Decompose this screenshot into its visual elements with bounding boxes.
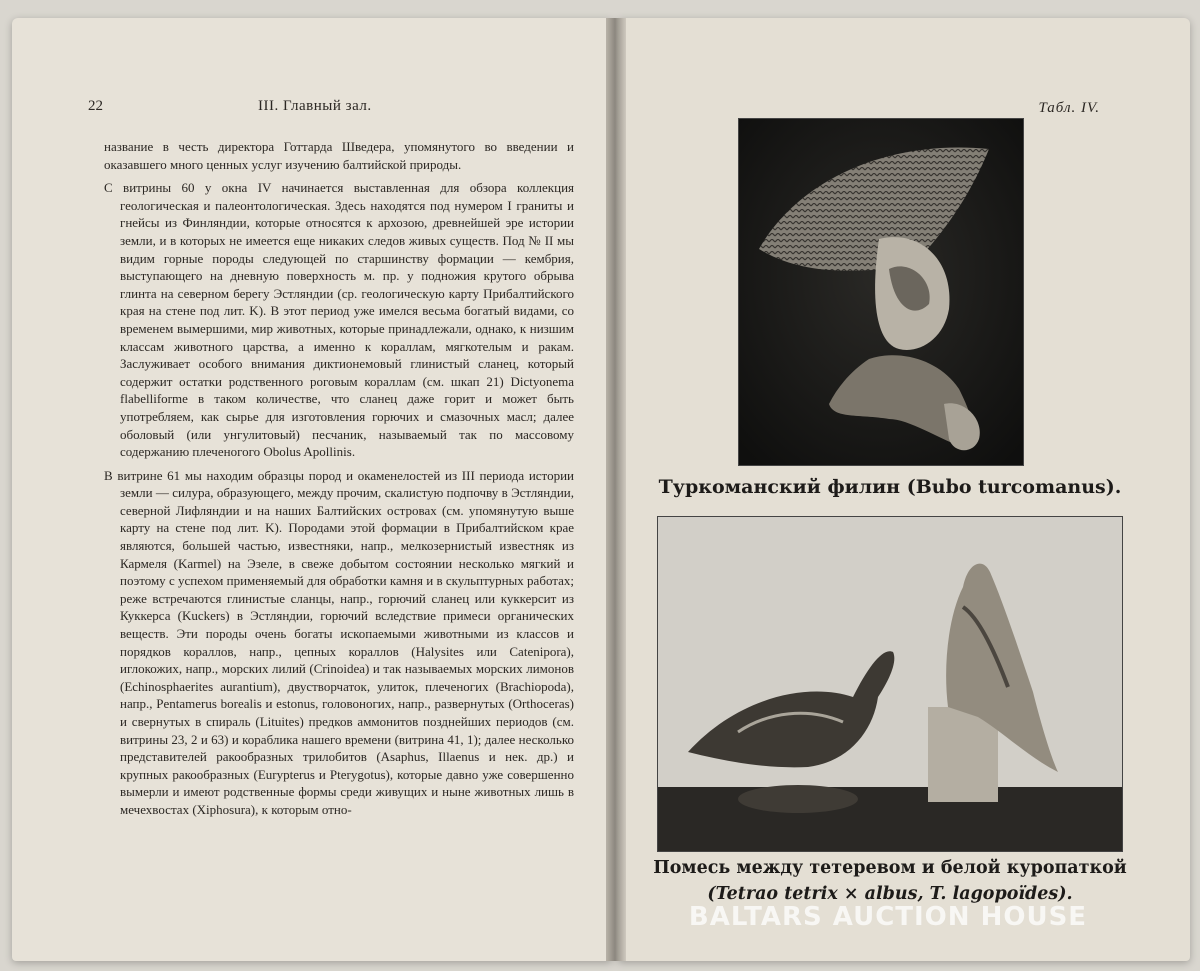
caption-owl: Туркоманский филин (Bubo turcomanus).: [658, 476, 1122, 498]
paragraph-2: С витрины 60 у окна IV начинается выставленная для обзора коллекция геологическая и палеонтологическая. Здесь находятся под нумером I граниты и гнейсы из Финляндии, которые относятся к архозою, древнейшей эре истории земли, и в которых не имеется еще никаких следов живых существ. Под № II мы видим горные породы следующей по старшинству формации — кембрия, выступающего на дневную поверхность м. пр. у подножия крутого обрыва глинта на северном берегу Эстляндии (ср. геологическую карту Прибалтийского края на стене под лит. K). В этот период уже имелся весьма богатый видами, со временем вымершими, мир животных, которые принадлежали, однако, к низшим классам животного царства, а именно к кораллам, мягкотелым и ракам. Заслуживает особого внимания диктионемовый глинистый сланец, который содержит остатки родственного роговым кораллам (см. шкап 21) Dictyonema flabelliforme в таком количестве, что сланец даже горит и может быть употребляем, как сырье для изготовления горючих и смазочных масл; далее оболовый (или унгулитовый) песчаник, называемый так по массовому содержанию плеченогого Obolus Apollinis.: [104, 180, 574, 460]
running-title: III. Главный зал.: [258, 98, 372, 114]
paragraph-3: В витрине 61 мы находим образцы пород и окаменелостей из III периода истории земли — силура, образующего, между прочим, скалистую подпочву в Эстляндии, северной Лифляндии и на наших Балтийских островах (см. упомянутую выше карту на стене под лит. K). Породами этой формации в Прибалтийском крае являются, большей частью, известняки, напр., мелкозернистый известняк из Кармеля (Karmel) на Эзеле, в свеже добытом состоянии несколько мягкий и поэтому с успехом применяемый для обработки камня и в скульптурных работах; реже встречаются глинистые сланцы, напр., горючий сланец или куккерсит из Куккерса (Kuckers) в Эстляндии, горючий вследствие примеси органических веществ. Эти породы очень богаты ископаемыми животными из классов и порядков кораллов, напр., цепных кораллов (Halysites или Catenipora), иглокожих, напр., морских лилий (Crinoidea) и так называемых морских лимонов (Echinosphaerites aurantium), двустворчаток, улиток, плеченогих (Brachiopoda), напр., Pentamerus borealis и estonus, головоногих, напр., развернутых (Orthoceras) и свернутых в спираль (Lituites) предков аммонитов позднейших периодов (см. витрины 23, 2 и 63) и кораблика нашего времени (витрина 41, 1); далее несколько представителей ракообразных трилобитов (Asaphus, Illaenus и нек. др.) и крупных ракообразных (Eurypterus и Pterygotus), которые давно уже совершенно вымерли и имеют родственные формы среди живущих и ныне животных лишь в мечехвостах (Xiphosura), к которым отно-: [104, 467, 574, 817]
page-number: 22: [88, 98, 103, 114]
grouse-photo: [657, 516, 1123, 852]
body-text: [104, 138, 574, 825]
plate-label: Табл. IV.: [1038, 100, 1100, 116]
paragraph-1: название в честь директора Готтарда Шведера, упомянутого во введении и оказавшего много ценных услуг изучению балтийской природы.: [104, 139, 574, 172]
owl-photo: [738, 118, 1024, 466]
caption-hybrid: Помесь между тетеревом и белой куропаткой: [653, 858, 1127, 878]
auction-watermark: BALTARS AUCTION HOUSE: [688, 902, 1088, 932]
caption-hybrid-latin: (Tetrao tetrix × albus, T. lagopoïdes).: [707, 884, 1073, 904]
book-spine: [606, 18, 626, 961]
